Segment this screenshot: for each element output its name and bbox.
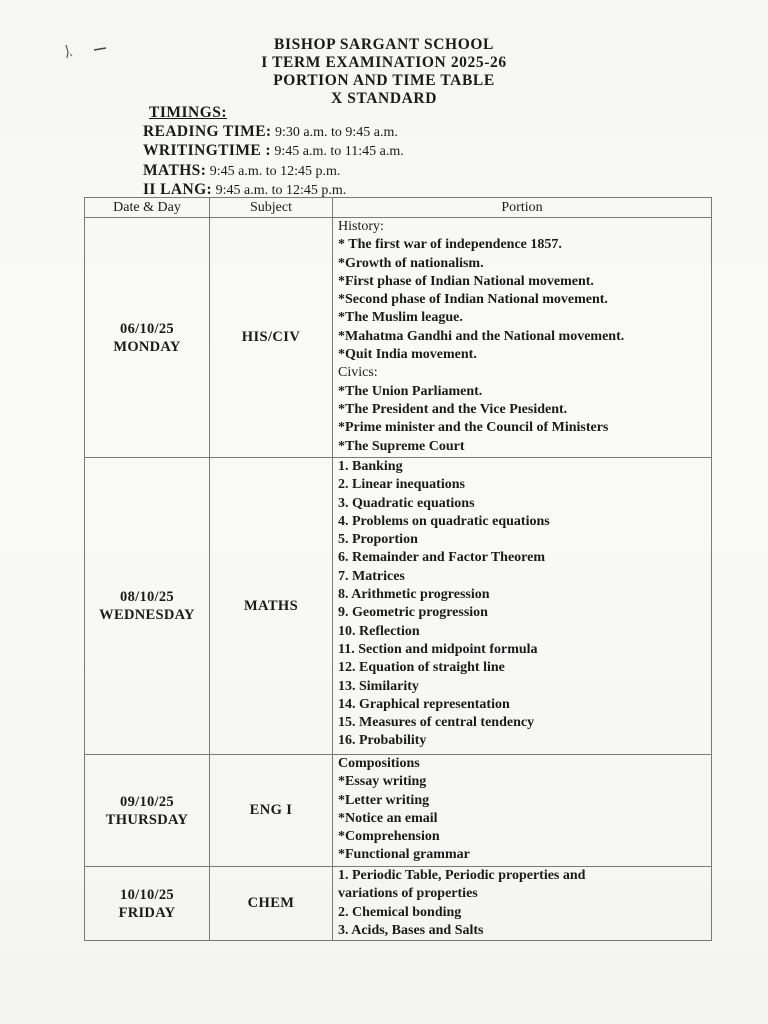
table-header-row — [85, 198, 712, 218]
table-row — [85, 867, 712, 941]
column-header-date: Date & Day — [85, 198, 210, 218]
portion-line: 3. Quadratic equations — [338, 495, 475, 511]
portion-line: 7. Matrices — [338, 568, 405, 584]
portion-cell — [333, 458, 712, 755]
timing-label: MATHS: — [143, 161, 207, 179]
portion-line: *The Supreme Court — [338, 438, 465, 454]
exam-date: 06/10/25 — [120, 320, 174, 337]
table-row — [85, 755, 712, 867]
date-cell — [85, 867, 210, 941]
timing-value: 9:30 a.m. to 9:45 a.m. — [271, 124, 398, 140]
portion-line: 10. Reflection — [338, 623, 420, 639]
portion-line: *Quit India movement. — [338, 347, 477, 363]
portion-line: 13. Similarity — [338, 678, 419, 694]
portion-line: 14. Graphical representation — [338, 696, 510, 712]
timing-label: II LANG: — [143, 181, 213, 198]
subject-cell: CHEM — [210, 867, 333, 941]
subject-cell: MATHS — [210, 458, 333, 755]
portion-line: 9. Geometric progression — [338, 605, 488, 621]
column-header-portion: Portion — [333, 198, 712, 218]
portion-line: *Prime minister and the Council of Ministers — [338, 420, 609, 436]
portion-line: 2. Linear inequations — [338, 477, 465, 493]
exam-day: WEDNESDAY — [99, 607, 195, 623]
portion-line: *Comprehension — [338, 829, 440, 845]
portion-line: 15. Measures of central tendency — [338, 715, 535, 731]
timing-value: 9:45 a.m. to 12:45 p.m. — [212, 183, 347, 198]
subject-cell: HIS/CIV — [210, 218, 333, 458]
portion-line: *Functional grammar — [338, 847, 470, 863]
school-name: BISHOP SARGANT SCHOOL — [274, 36, 494, 53]
portion-line: * The first war of independence 1857. — [338, 237, 562, 253]
portion-line: *The President and the Vice Pıesident. — [338, 401, 568, 417]
portion-line: variations of properties — [338, 886, 478, 902]
exam-date: 10/10/25 — [120, 886, 174, 903]
portion-line: 3. Acids, Bases and Salts — [338, 922, 484, 938]
timings-title: TIMINGS: — [149, 104, 228, 121]
portion-cell — [333, 867, 712, 941]
timing-value: 9:45 a.m. to 12:45 p.m. — [206, 163, 341, 179]
date-cell — [85, 218, 210, 458]
date-cell — [85, 755, 210, 867]
table-row — [85, 218, 712, 458]
document-header — [0, 36, 768, 108]
subject-cell: ENG I — [210, 755, 333, 867]
portion-line: *Second phase of Indian National movement. — [338, 292, 608, 308]
portion-line: *Essay writing — [338, 774, 427, 790]
portion-line: 1. Periodic Table, Periodic properties and — [338, 868, 586, 883]
portion-line: 6. Remainder and Factor Theorem — [338, 550, 546, 566]
portion-line: *Mahatma Gandhi and the National movement. — [338, 328, 625, 344]
portion-line: *The Muslim league. — [338, 310, 463, 326]
exam-title: I TERM EXAMINATION 2025-26 — [261, 54, 507, 71]
portion-line: 12. Equation of straight line — [338, 660, 505, 676]
portion-line: History: — [338, 219, 384, 234]
portion-line: 16. Probability — [338, 733, 427, 749]
timing-reading — [143, 123, 404, 143]
portion-line: 5. Proportion — [338, 532, 418, 548]
timing-maths — [143, 162, 404, 182]
portion-cell — [333, 218, 712, 458]
portion-line: *Notice an email — [338, 810, 438, 826]
portion-line: 2. Chemical bonding — [338, 904, 462, 920]
exam-date: 09/10/25 — [120, 793, 174, 810]
timings-section — [143, 104, 404, 201]
portion-line: 11. Section and midpoint formula — [338, 641, 538, 657]
portion-line: 8. Arithmetic progression — [338, 587, 490, 603]
standard-label: X STANDARD — [330, 90, 438, 107]
portion-line: 1. Banking — [338, 459, 403, 474]
portion-cell — [333, 755, 712, 867]
exam-day: FRIDAY — [118, 904, 176, 921]
table-row — [85, 458, 712, 755]
timing-label: WRITINGTIME : — [143, 142, 271, 159]
portion-line: Compositions — [338, 756, 420, 771]
portion-line: *First phase of Indian National movement. — [338, 273, 594, 289]
column-header-subject: Subject — [210, 198, 333, 218]
portion-line: 4. Problems on quadratic equations — [338, 513, 550, 529]
timing-label: READING TIME: — [143, 122, 272, 140]
timetable — [84, 197, 712, 941]
portion-line: *Letter writing — [338, 792, 430, 808]
exam-day: THURSDAY — [105, 811, 189, 828]
date-cell — [85, 458, 210, 755]
exam-day: MONDAY — [113, 338, 181, 355]
timing-writing — [143, 142, 404, 162]
portion-line: *Growth of nationalism. — [338, 255, 484, 271]
doc-title: PORTION AND TIME TABLE — [273, 72, 495, 89]
portion-line: Civics: — [338, 365, 378, 381]
timing-value: 9:45 a.m. to 11:45 a.m. — [270, 144, 404, 159]
portion-line: *The Union Parliament. — [338, 383, 483, 399]
exam-date: 08/10/25 — [120, 589, 174, 605]
